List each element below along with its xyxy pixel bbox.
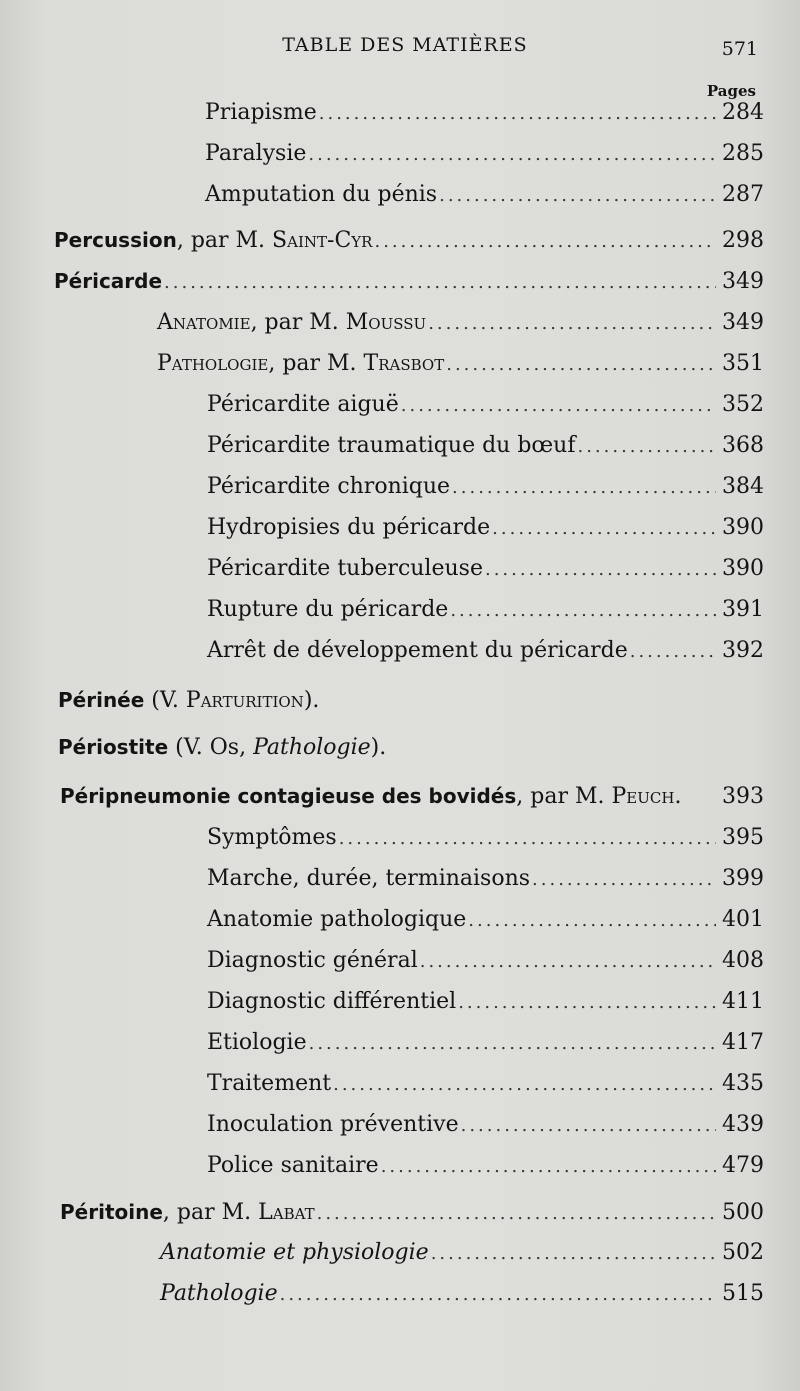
toc-entry-label: Arrêt de développement du péricarde: [207, 638, 628, 663]
dot-leader: [439, 185, 716, 206]
toc-entry-label: [54, 228, 372, 253]
toc-entry-label: Symptômes: [207, 825, 337, 850]
toc-entry-label: Péricardite chronique: [207, 474, 451, 499]
pages-column-label: Pages: [706, 82, 756, 100]
toc-entry-inoculation: [207, 1112, 762, 1146]
dot-leader: [339, 828, 716, 849]
entry-heading: Percussion: [54, 228, 177, 252]
dot-leader: [452, 477, 716, 498]
toc-entry-page: 408: [722, 948, 764, 973]
dot-leader: [428, 313, 716, 334]
toc-entry-label: Police sanitaire: [207, 1153, 379, 1178]
toc-entry-page: 384: [722, 474, 764, 499]
dot-leader: [401, 395, 716, 416]
toc-entry-label: [60, 1200, 315, 1225]
entry-heading: Périostite: [58, 735, 169, 759]
toc-entry-label: [54, 269, 162, 294]
toc-entry-etiologie: [207, 1030, 762, 1064]
entry-heading: Périnée: [58, 688, 145, 712]
toc-entry-pathologie: [157, 351, 762, 385]
toc-entry-page: 401: [722, 907, 764, 932]
toc-entry-page: 352: [722, 392, 764, 417]
toc-entry-page: 391: [722, 597, 764, 622]
author-name: Saint-Cyr: [272, 228, 373, 253]
dot-leader: [446, 354, 716, 375]
toc-entry-arret-developpement: [207, 638, 762, 672]
toc-entry-label: Anatomie et physiologie: [160, 1240, 429, 1265]
toc-entry-pericardite-aigue: [207, 392, 762, 426]
toc-entry-label: [157, 310, 426, 335]
dot-leader: [381, 1156, 716, 1177]
toc-entry-priapisme: [205, 100, 762, 134]
toc-entry-label: Rupture du péricarde: [207, 597, 449, 622]
toc-entry-label: Péricardite tuberculeuse: [207, 556, 483, 581]
toc-entry-page: 435: [722, 1071, 764, 1096]
dot-leader: [319, 103, 716, 124]
dot-leader: [309, 1033, 716, 1054]
toc-entry-anatomie-physiologie: [160, 1240, 762, 1274]
toc-entry-label: Priapisme: [205, 100, 317, 125]
toc-entry-pericardite-chronique: [207, 474, 762, 508]
toc-entry-paralysie: [205, 141, 762, 175]
toc-entry-label: Diagnostic différentiel: [207, 989, 457, 1014]
dot-leader: [280, 1284, 716, 1305]
toc-entry-label: Pathologie: [160, 1281, 278, 1306]
toc-entry-page: 285: [722, 141, 764, 166]
toc-entry-marche: [207, 866, 762, 900]
toc-entry-page: 392: [722, 638, 764, 663]
section-name: Anatomie: [157, 310, 251, 335]
toc-entry-pericardite-tuberculeuse: [207, 556, 762, 590]
toc-entry-page: 351: [722, 351, 764, 376]
reference-suffix: ).: [303, 688, 320, 713]
toc-entry-label: Marche, durée, terminaisons: [207, 866, 531, 891]
toc-entry-page: 515: [722, 1281, 764, 1306]
toc-entry-page: 479: [722, 1153, 764, 1178]
running-header: TABLE DES MATIÈRES: [282, 34, 528, 56]
dot-leader: [492, 518, 716, 539]
reference-suffix: ).: [370, 735, 387, 760]
connector-text: , par M.: [268, 351, 364, 376]
toc-entry-page: 393: [722, 784, 764, 809]
entry-heading: Péricarde: [54, 269, 163, 293]
toc-entry-page: 368: [722, 433, 764, 458]
toc-entry-hydropisies: [207, 515, 762, 549]
toc-entry-page: 439: [722, 1112, 764, 1137]
toc-entry-page: 349: [722, 269, 764, 294]
author-name: Moussu: [345, 310, 427, 335]
entry-heading: Péripneumonie contagieuse des bovidés: [60, 784, 517, 808]
dot-leader: [333, 1074, 716, 1095]
toc-entry-page: 390: [722, 515, 764, 540]
author-name: Trasbot: [363, 351, 445, 376]
toc-entry-label: Amputation du pénis: [205, 182, 438, 207]
toc-entry-pericarde: [54, 269, 762, 303]
dot-leader: [458, 992, 716, 1013]
toc-entry-diagnostic-general: [207, 948, 762, 982]
author-name: Labat: [258, 1200, 315, 1225]
author-name: Peuch: [611, 784, 675, 809]
dot-leader: [577, 436, 716, 457]
toc-entry-page: 417: [722, 1030, 764, 1055]
toc-entry-page: 500: [722, 1200, 764, 1225]
toc-entry-page: 349: [722, 310, 764, 335]
toc-entry-label: Inoculation préventive: [207, 1112, 459, 1137]
toc-entry-label: Péricardite traumatique du bœuf: [207, 433, 576, 458]
toc-entry-label: [157, 351, 444, 376]
cross-reference: Parturition: [185, 688, 304, 713]
section-name: Pathologie: [157, 351, 269, 376]
toc-entry-label: Diagnostic général: [207, 948, 418, 973]
dot-leader: [431, 1243, 716, 1264]
dot-leader: [532, 869, 716, 890]
toc-entry-page: 298: [722, 228, 764, 253]
reference-prefix: (V.: [144, 688, 186, 713]
toc-entry-page: 390: [722, 556, 764, 581]
dot-leader: [308, 144, 716, 165]
toc-entry-page: 395: [722, 825, 764, 850]
dot-leader: [485, 559, 716, 580]
toc-entry-page: 284: [722, 100, 764, 125]
page-number: 571: [721, 38, 758, 60]
toc-entry-traitement: [207, 1071, 762, 1105]
toc-entry-anatomie: [157, 310, 762, 344]
dot-leader: [164, 272, 716, 293]
dot-leader: [468, 910, 716, 931]
toc-entry-rupture: [207, 597, 762, 631]
entry-heading: Péritoine: [60, 1200, 163, 1224]
dot-leader: [461, 1115, 716, 1136]
toc-entry-perinee: [58, 688, 319, 713]
dot-leader: [374, 231, 716, 252]
connector-text: , par M.: [176, 228, 273, 253]
toc-entry-symptomes: [207, 825, 762, 859]
dot-leader: [630, 641, 716, 662]
toc-entry-label: Péricardite aiguë: [207, 392, 399, 417]
toc-entry-percussion: [54, 228, 762, 262]
toc-entry-peripneumonie: [60, 784, 762, 818]
toc-entry-peritoine: [60, 1200, 762, 1234]
author-suffix: .: [674, 784, 682, 809]
toc-entry-periostite: [58, 735, 386, 760]
dot-leader: [420, 951, 716, 972]
reference-prefix: (V. Os,: [168, 735, 254, 760]
toc-entry-label: Traitement: [207, 1071, 332, 1096]
toc-entry-anatomie-pathologique: [207, 907, 762, 941]
toc-entry-police-sanitaire: [207, 1153, 762, 1187]
toc-entry-label: [60, 784, 681, 809]
toc-entry-label: Anatomie pathologique: [207, 907, 467, 932]
cross-reference: Pathologie: [253, 735, 371, 760]
toc-entry-diagnostic-differentiel: [207, 989, 762, 1023]
toc-entry-page: 399: [722, 866, 764, 891]
dot-leader: [317, 1203, 716, 1224]
toc-entry-page: 287: [722, 182, 764, 207]
connector-text: , par M.: [250, 310, 346, 335]
dot-leader: [450, 600, 716, 621]
connector-text: , par M.: [516, 784, 612, 809]
toc-entry-page: 502: [722, 1240, 764, 1265]
toc-entry-amputation: [205, 182, 762, 216]
toc-entry-label: Etiologie: [207, 1030, 307, 1055]
toc-entry-label: Hydropisies du péricarde: [207, 515, 491, 540]
toc-entry-pathologie-peritoine: [160, 1281, 762, 1315]
toc-entry-page: 411: [722, 989, 764, 1014]
toc-entry-pericardite-traumatique: [207, 433, 762, 467]
toc-entry-label: Paralysie: [205, 141, 307, 166]
connector-text: , par M.: [162, 1200, 259, 1225]
